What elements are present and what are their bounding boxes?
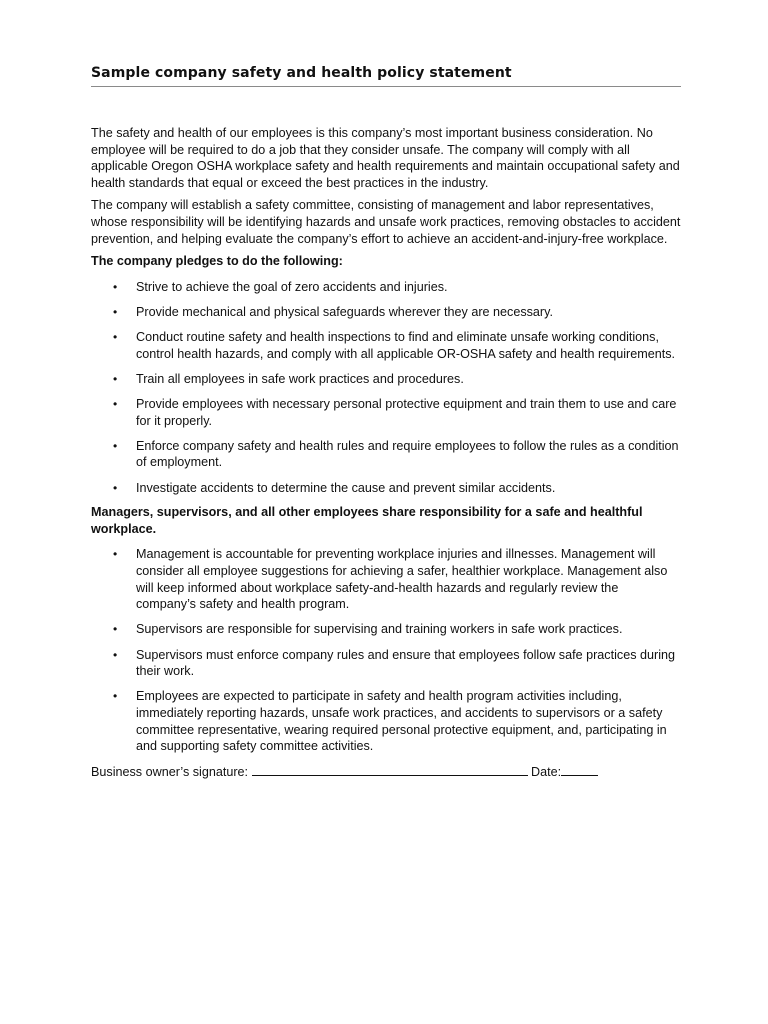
list-item xyxy=(91,371,681,388)
bullet-icon: • xyxy=(113,330,118,345)
pledge-text: Conduct routine safety and health inspections to find and eliminate unsafe working conditions, control health hazards, and comply with all applicable OR-OSHA safety and health requirements. xyxy=(136,330,676,361)
list-item xyxy=(91,647,681,680)
responsibility-text: Management is accountable for preventing workplace injuries and illnesses. Management will consider all employee suggestions for achieving a safer, healthier workplace. Management also will keep informed about workplace safety-and-health hazards and regularly review the company’s safety and health program. xyxy=(136,547,668,612)
document-title: Sample company safety and health policy statement xyxy=(91,64,681,87)
date-blank[interactable] xyxy=(561,763,598,776)
bullet-icon: • xyxy=(113,622,118,637)
signature-label: Business owner’s signature: xyxy=(91,764,249,779)
bullet-icon: • xyxy=(113,397,118,412)
bullet-icon: • xyxy=(113,279,118,294)
list-item xyxy=(91,438,681,471)
signature-blank[interactable] xyxy=(252,763,528,776)
date-label: Date: xyxy=(531,764,562,779)
list-item xyxy=(91,688,681,754)
pledge-text: Provide mechanical and physical safeguards wherever they are necessary. xyxy=(136,304,553,319)
responsibility-text: Employees are expected to participate in safety and health program activities including, immediately reporting hazards, unsafe work practices, and accidents to supervisors or a safety committee representative, wearing required personal protective equipment, and, participating in and supporting safety committee activities. xyxy=(136,689,667,754)
list-item xyxy=(91,304,681,321)
pledge-text: Investigate accidents to determine the cause and prevent similar accidents. xyxy=(136,480,556,495)
responsibility-text: Supervisors must enforce company rules and ensure that employees follow safe practices during their work. xyxy=(136,647,676,679)
pledge-text: Provide employees with necessary personal protective equipment and train them to use and care for it properly. xyxy=(136,397,677,428)
bullet-icon: • xyxy=(113,304,118,319)
responsibility-text: Supervisors are responsible for supervising and training workers in safe work practices. xyxy=(136,622,623,637)
list-item xyxy=(91,279,681,296)
pledge-text: Train all employees in safe work practices and procedures. xyxy=(136,371,464,386)
list-item xyxy=(91,396,681,429)
responsibility-heading: Managers, supervisors, and all other employees share responsibility for a safe and healthful workplace. xyxy=(91,505,643,536)
policy-document xyxy=(91,64,681,780)
committee-paragraph: The company will establish a safety committee, consisting of management and labor representatives, whose responsibility will be identifying hazards and unsafe work practices, removing obstacles to accident prevention, and helping evaluate the company’s effort to achieve an accident-and-injury-free workplace. xyxy=(91,198,681,246)
intro-paragraph: The safety and health of our employees is this company’s most important business consideration. No employee will be required to do a job that they consider unsafe. The company will comply with all applicable Oregon OSHA workplace safety and health requirements and maintain occupational safety and health standards that equal or exceed the best practices in the industry. xyxy=(91,126,680,190)
bullet-icon: • xyxy=(113,647,118,662)
bullet-icon: • xyxy=(113,438,118,453)
bullet-icon: • xyxy=(113,689,118,704)
list-item xyxy=(91,546,681,612)
list-item xyxy=(91,329,681,362)
bullet-icon: • xyxy=(113,371,118,386)
bullet-icon: • xyxy=(113,480,118,495)
pledge-text: Enforce company safety and health rules and require employees to follow the rules as a condition of employment. xyxy=(136,438,679,470)
list-item xyxy=(91,480,681,497)
bullet-icon: • xyxy=(113,547,118,562)
responsibilities-list xyxy=(91,546,681,754)
pledges-heading: The company pledges to do the following: xyxy=(91,254,343,269)
pledges-list xyxy=(91,279,681,497)
list-item xyxy=(91,621,681,638)
signature-line xyxy=(91,763,681,781)
pledge-text: Strive to achieve the goal of zero accidents and injuries. xyxy=(136,279,448,294)
